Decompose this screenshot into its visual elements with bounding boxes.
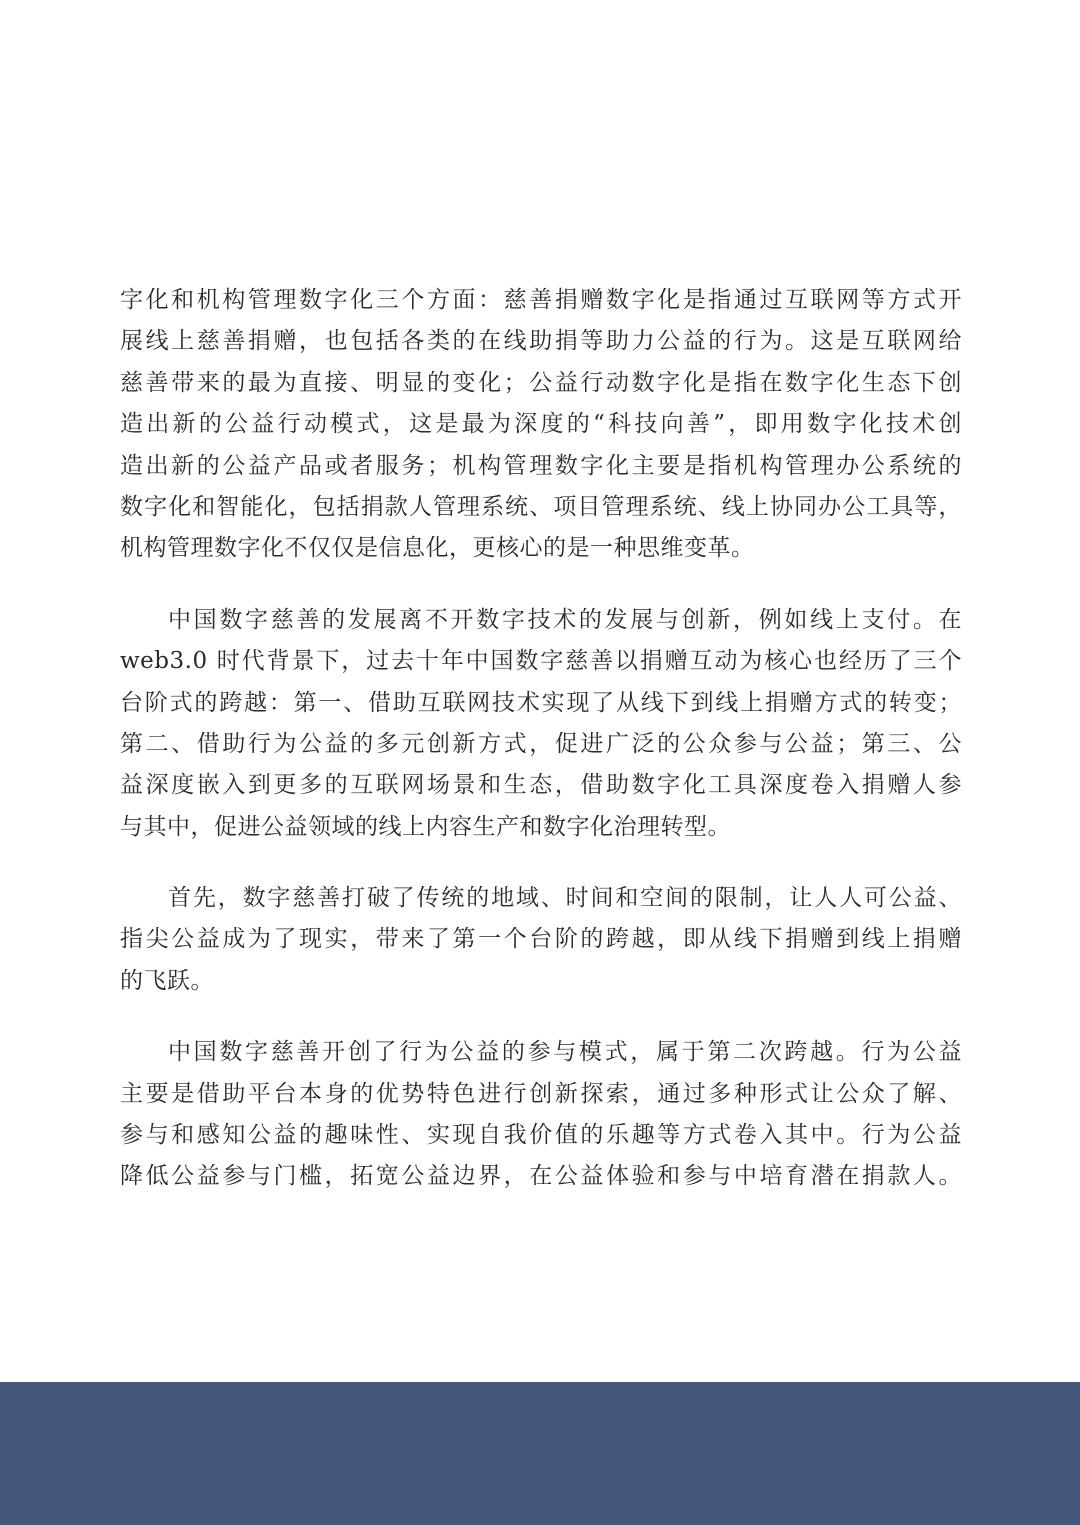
text-line: web3.0 时代背景下，过去十年中国数字慈善以捐赠互动为核心也经历了三个 (120, 648, 962, 675)
paragraph-4 (120, 1032, 962, 1198)
text-line: 字化和机构管理数字化三个方面：慈善捐赠数字化是指通过互联网等方式开 (120, 287, 962, 313)
text-line: 主要是借助平台本身的优势特色进行创新探索，通过多种形式让公众了解、 (120, 1080, 962, 1107)
text-line: 第二、借助行为公益的多元创新方式，促进广泛的公众参与公益；第三、公 (120, 730, 962, 757)
text-line: 中国数字慈善开创了行为公益的参与模式，属于第二次跨越。行为公益 (168, 1039, 962, 1066)
text-line: 台阶式的跨越：第一、借助互联网技术实现了从线下到线上捐赠方式的转变； (120, 689, 962, 716)
page-body (120, 280, 962, 1198)
text-line: 数字化和智能化，包括捐款人管理系统、项目管理系统、线上协同办公工具等， (120, 493, 962, 520)
paragraph-3 (120, 878, 962, 1002)
text-line: 造出新的公益行动模式，这是最为深度的“科技向善”，即用数字化技术创 (120, 411, 962, 438)
text-line: 造出新的公益产品或者服务；机构管理数字化主要是指机构管理办公系统的 (120, 452, 962, 479)
text-line: 益深度嵌入到更多的互联网场景和生态，借助数字化工具深度卷入捐赠人参 (120, 772, 962, 799)
footer-band (0, 1382, 1080, 1525)
paragraph-1 (120, 280, 962, 570)
text-line: 机构管理数字化不仅仅是信息化，更核心的是一种思维变革。 (120, 535, 755, 562)
paragraph-2 (120, 600, 962, 848)
text-line: 慈善带来的最为直接、明显的变化；公益行动数字化是指在数字化生态下创 (120, 369, 962, 396)
text-line: 的飞跃。 (120, 967, 214, 994)
text-line: 与其中，促进公益领域的线上内容生产和数字化治理转型。 (120, 813, 731, 840)
text-line: 展线上慈善捐赠，也包括各类的在线助捐等助力公益的行为。这是互联网给 (120, 328, 962, 355)
text-line: 参与和感知公益的趣味性、实现自我价值的乐趣等方式卷入其中。行为公益 (120, 1122, 962, 1149)
text-line: 降低公益参与门槛，拓宽公益边界，在公益体验和参与中培育潜在捐款人。 (120, 1163, 962, 1190)
text-line: 首先，数字慈善打破了传统的地域、时间和空间的限制，让人人可公益、 (168, 885, 962, 912)
text-line: 中国数字慈善的发展离不开数字技术的发展与创新，例如线上支付。在 (168, 606, 962, 633)
text-line: 指尖公益成为了现实，带来了第一个台阶的跨越，即从线下捐赠到线上捐赠 (120, 926, 962, 953)
